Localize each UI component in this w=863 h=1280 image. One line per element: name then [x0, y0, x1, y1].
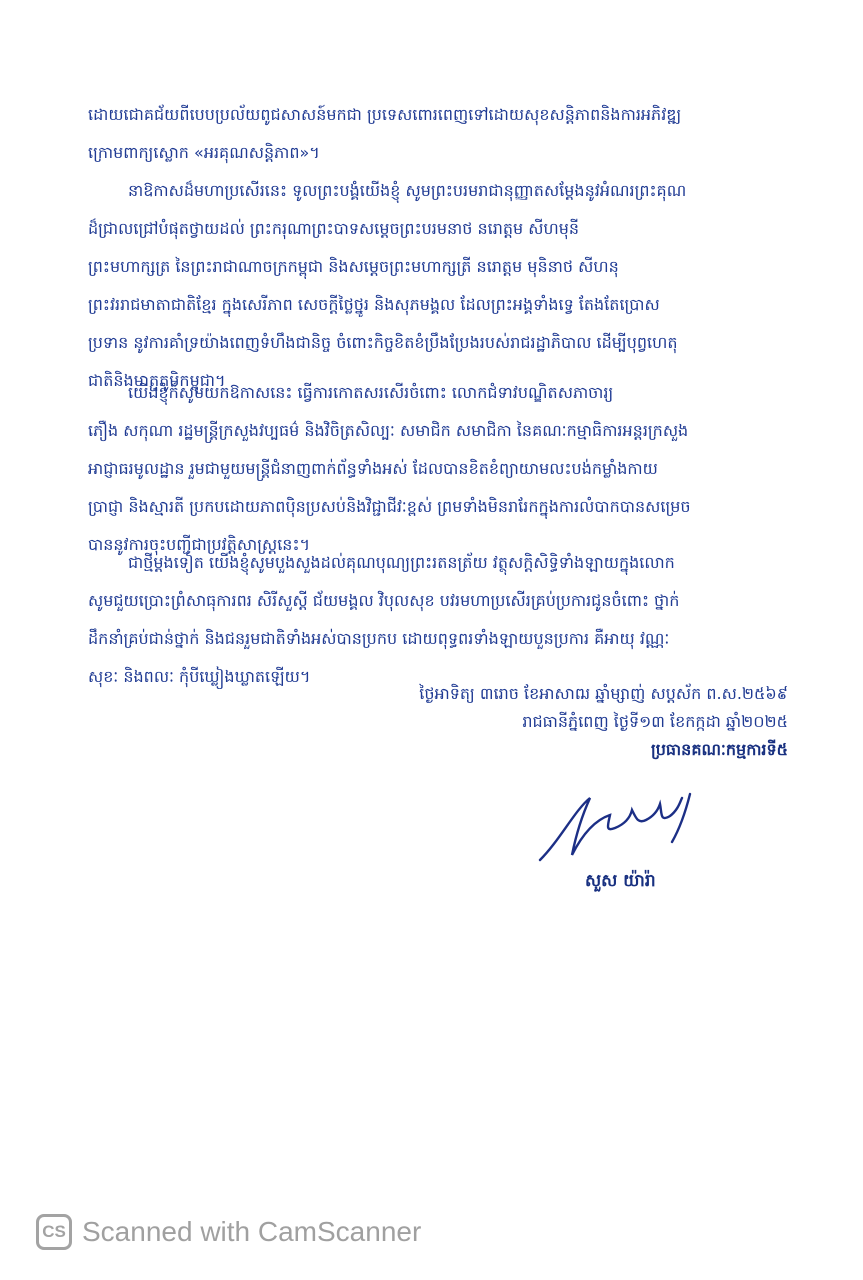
paragraph-4 [88, 544, 788, 696]
text-line: សុខៈ និងពលៈ កុំបីឃ្លៀងឃ្លាតឡើយ។ [88, 667, 311, 686]
camscanner-logo-icon: CS [36, 1214, 72, 1250]
text-line: ភឿង សកុណា រដ្ឋមន្ត្រីក្រសួងវប្បធម៌ និងវិចិត្រសិល្បៈ សមាជិក សមាជិកា នៃគណៈកម្មាធិការអន្តរក្រសួង [88, 421, 689, 440]
watermark-text: Scanned with CamScanner [82, 1216, 422, 1247]
signatory-name: សួស យ៉ារ៉ា [585, 871, 656, 891]
text-line: ប្រាជ្ញា និងស្មារតី ប្រកបដោយភាពប៉ិនប្រសប់និងវិជ្ជាជីវៈខ្ពស់ ព្រមទាំងមិនរារែកក្នុងការលំបាកបានសម្រេច [88, 497, 691, 516]
text-line: នាឱកាសដ៏មហាប្រសើរនេះ ទូលព្រះបង្គំយើងខ្ញុំ សូមព្រះបរមរាជានុញ្ញាតសម្តែងនូវអំណរព្រះគុណ [128, 181, 687, 200]
text-line: ដ៏ជ្រាលជ្រៅបំផុតថ្វាយដល់ ព្រះករុណាព្រះបាទសម្តេចព្រះបរមនាថ នរោត្តម សីហមុនី [88, 219, 580, 238]
closing-dates [419, 680, 788, 764]
signatory-title: ប្រធានគណៈកម្មការទី៥ [651, 740, 788, 759]
lunar-date: ថ្ងៃអាទិត្យ ៣រោច ខែអាសាឍ ឆ្នាំម្សាញ់ សប្តស័ក ព.ស.២៥៦៩ [419, 684, 788, 703]
text-line: យើងខ្ញុំក៏សូមយកឱកាសនេះ ធ្វើការកោតសរសើរចំពោះ លោកជំទាវបណ្ឌិតសភាចារ្យ [128, 383, 614, 402]
text-line: ព្រះមហាក្សត្រ នៃព្រះរាជាណាចក្រកម្ពុជា និងសម្តេចព្រះមហាក្សត្រី នរោត្តម មុនិនាថ សីហនុ [88, 257, 619, 276]
paragraph-3 [88, 374, 788, 564]
text-line: ក្រោមពាក្យស្លោក «អរគុណសន្តិភាព»។ [88, 143, 320, 162]
text-line: អាជ្ញាធរមូលដ្ឋាន រួមជាមួយមន្ត្រីជំនាញពាក់ព័ន្ធទាំងអស់ ដែលបានខិតខំព្យាយាមលះបង់កម្លាំងកាយ [88, 459, 658, 478]
paragraph-2 [88, 172, 788, 400]
text-line: បាននូវការចុះបញ្ជីជាប្រវត្តិសាស្ត្រនេះ។ [88, 535, 311, 554]
text-line: ជាតិនិងមាតុភូមិកម្ពុជា។ [88, 371, 226, 390]
text-line: ដោយជោគជ័យពីបេបប្រល័យពូជសាសន៍មកជា ប្រទេសពោរពេញទៅដោយសុខសន្តិភាពនិងការអភិវឌ្ឍ [88, 105, 682, 124]
text-line: ប្រទាន នូវការគាំទ្រយ៉ាងពេញទំហឹងជានិច្ច ចំពោះកិច្ចខិតខំប្រឹងប្រែងរបស់រាជរដ្ឋាភិបាល ដើម្បីបុព្វហេតុ [88, 333, 678, 352]
text-line: ជាថ្មីម្តងទៀត យើងខ្ញុំសូមបួងសួងដល់គុណបុណ្យព្រះរតនត្រ័យ វត្ថុសក្តិសិទ្ធិទាំងឡាយក្នុងលោក [128, 553, 675, 572]
camscanner-watermark [36, 1212, 421, 1252]
text-line: សូមជួយប្រោះព្រំសាធុការពរ សិរីសួស្តី ជ័យមង្គល វិបុលសុខ បវរមហាប្រសើរគ្រប់ប្រការជូនចំពោះ ថ្នាក់ [88, 591, 680, 610]
text-line: ព្រះវររាជមាតាជាតិខ្មែរ ក្នុងសេរីភាព សេចក្តីថ្លៃថ្នូរ និងសុភមង្គល ដែលព្រះអង្គទាំងទ្វេ តែងតែប្រោស [88, 295, 660, 314]
solar-date: រាជធានីភ្នំពេញ ថ្ងៃទី១៣ ខែកក្កដា ឆ្នាំ២០២៥ [522, 712, 788, 731]
paragraph-1 [88, 96, 788, 172]
text-line: ដឹកនាំគ្រប់ជាន់ថ្នាក់ និងជនរួមជាតិទាំងអស់បានប្រកប ដោយពុទ្ធពរទាំងឡាយបួនប្រការ គឺអាយុ វណ្ណៈ [88, 629, 670, 648]
